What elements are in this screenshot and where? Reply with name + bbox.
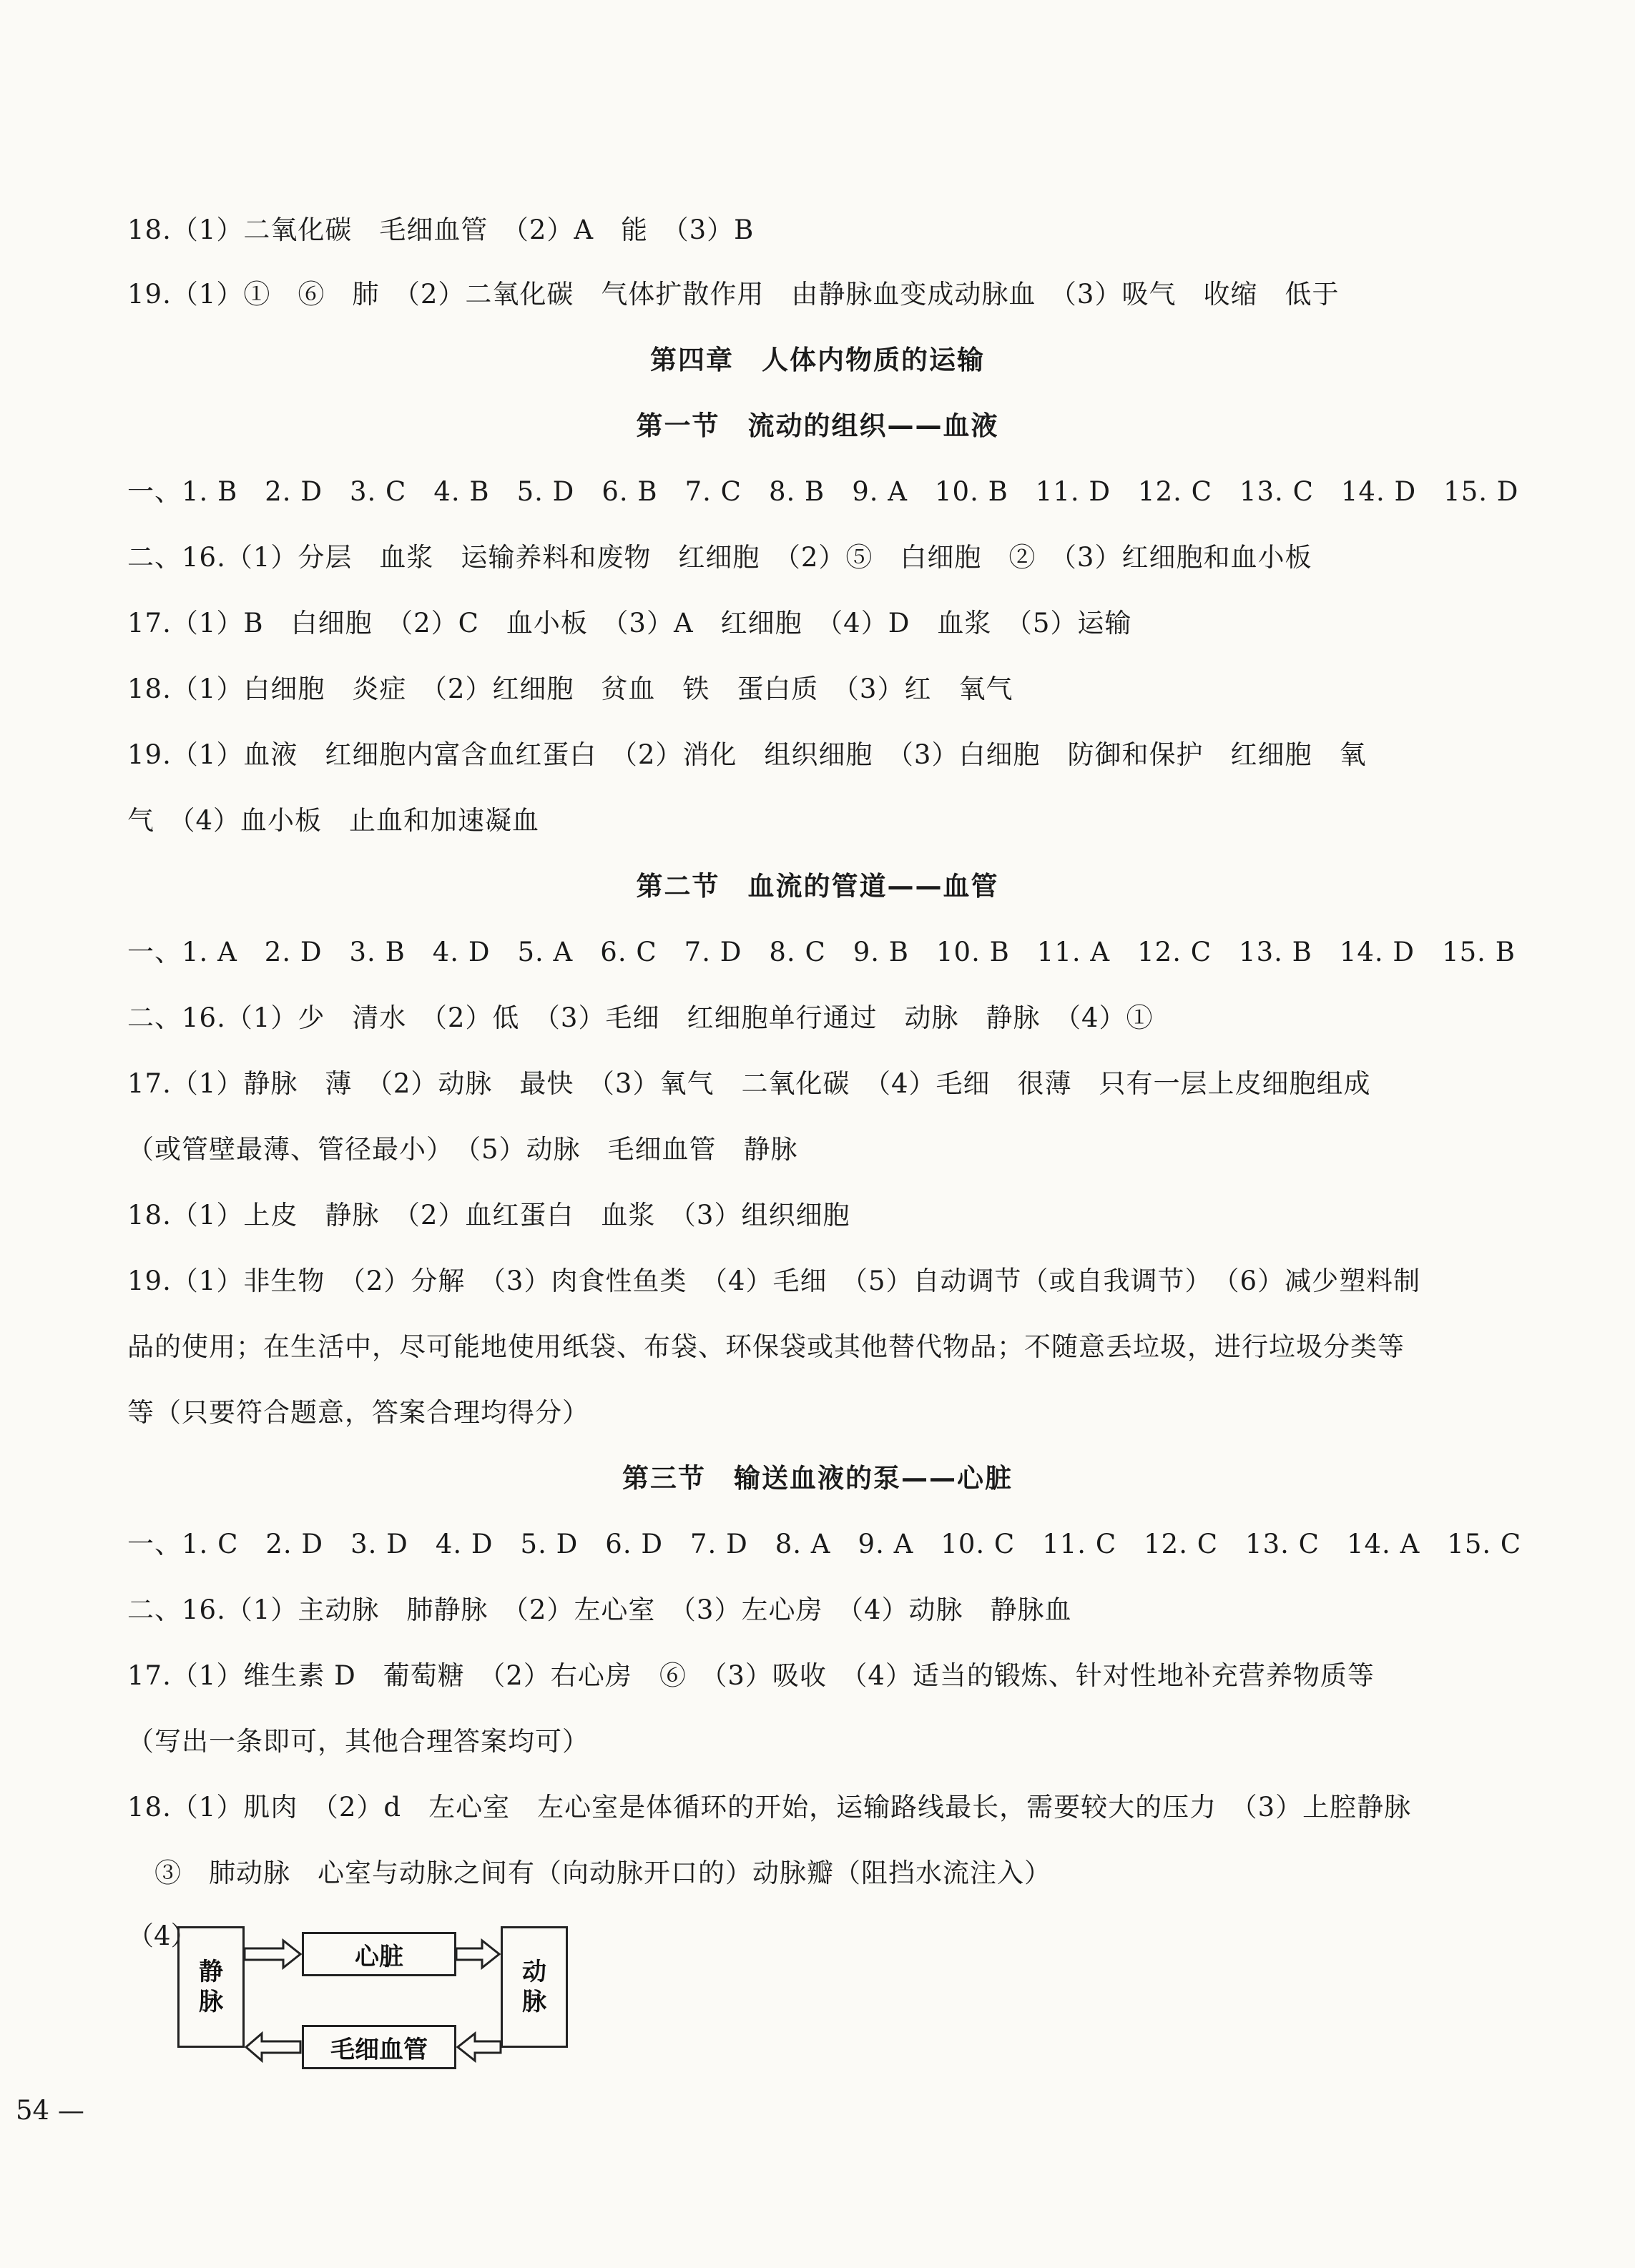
- section-heading: 第三节 输送血液的泵——心脏: [622, 1463, 1013, 1494]
- answer-line: 17.（1）维生素 D 葡萄糖 （2）右心房 ⑥ （3）吸收 （4）适当的锻炼、针对性地补充营养物质等: [127, 1660, 1375, 1691]
- answer-line: 19.（1）① ⑥ 肺 （2）二氧化碳 气体扩散作用 由静脉血变成动脉血 （3）吸气 收缩 低于: [127, 279, 1340, 310]
- capillary-box: 毛细血管: [302, 2025, 456, 2069]
- answer-line: 19.（1）血液 红细胞内富含血红蛋白 （2）消化 组织细胞 （3）白细胞 防御和保护 红细胞 氧: [127, 739, 1367, 770]
- answer-line: 17.（1）静脉 薄 （2）动脉 最快 （3）氧气 二氧化碳 （4）毛细 很薄 只有一层上皮细胞组成: [127, 1068, 1371, 1099]
- answer-line: 气 （4）血小板 止血和加速凝血: [127, 805, 540, 836]
- answer-line: 等（只要符合题意，答案合理均得分）: [127, 1397, 589, 1428]
- answer-line: 品的使用；在生活中，尽可能地使用纸袋、布袋、环保袋或其他替代物品；不随意丢垃圾，进行垃圾分类等: [127, 1331, 1405, 1362]
- answer-line: 18.（1）上皮 静脉 （2）血红蛋白 血浆 （3）组织细胞: [127, 1200, 850, 1231]
- section-heading: 第一节 流动的组织——血液: [636, 410, 999, 441]
- answer-line: 17.（1）B 白细胞 （2）C 血小板 （3）A 红细胞 （4）D 血浆 （5）运输: [127, 608, 1132, 639]
- vein-box-char-2: 脉: [199, 1988, 223, 2016]
- answer-line: 二、16.（1）分层 血浆 运输养料和废物 红细胞 （2）⑤ 白细胞 ② （3）红细胞和血小板: [127, 542, 1312, 573]
- artery-box-char-2: 脉: [522, 1988, 546, 2016]
- section-heading: 第四章 人体内物质的运输: [650, 345, 985, 375]
- page-number: 54 —: [16, 2095, 84, 2126]
- answer-line: 18.（1）二氧化碳 毛细血管 （2）A 能 （3）B: [127, 215, 755, 245]
- answer-line: （或管壁最薄、管径最小） （5）动脉 毛细血管 静脉: [127, 1134, 798, 1165]
- arrow-vein-to-heart: [245, 1941, 300, 1968]
- answer-line: 18.（1）白细胞 炎症 （2）红细胞 贫血 铁 蛋白质 （3）红 氧气: [127, 674, 1013, 704]
- answer-line: （写出一条即可，其他合理答案均可）: [127, 1726, 589, 1757]
- section-heading: 第二节 血流的管道——血管: [636, 871, 999, 902]
- answer-line: 一、1. C 2. D 3. D 4. D 5. D 6. D 7. D 8. A 9. A 10. C 11. C 12. C 13. C 14. A 15. C: [127, 1529, 1522, 1559]
- artery-box-char-1: 动: [522, 1958, 546, 1986]
- answer-line: ③ 肺动脉 心室与动脉之间有（向动脉开口的）动脉瓣（阻挡水流注入）: [127, 1858, 1051, 1888]
- heart-box: 心脏: [302, 1932, 456, 1976]
- arrow-capillary-to-vein: [246, 2033, 300, 2061]
- arrow-heart-to-artery: [456, 1941, 499, 1968]
- answer-line: 二、16.（1）主动脉 肺静脉 （2）左心室 （3）左心房 （4）动脉 静脉血: [127, 1594, 1072, 1625]
- answer-line: 19.（1）非生物 （2）分解 （3）肉食性鱼类 （4）毛细 （5）自动调节（或自我调节） （6）减少塑料制: [127, 1266, 1421, 1296]
- vein-box-char-1: 静: [199, 1958, 223, 1986]
- arrow-artery-to-capillary: [458, 2033, 501, 2061]
- diagram-label: （4）: [127, 1921, 197, 1951]
- answer-line: 二、16.（1）少 清水 （2）低 （3）毛细 红细胞单行通过 动脉 静脉 （4）①: [127, 1002, 1154, 1033]
- answer-line: 一、1. A 2. D 3. B 4. D 5. A 6. C 7. D 8. C 9. B 10. B 11. A 12. C 13. B 14. D 15. B: [127, 937, 1516, 967]
- answer-line: 18.（1）肌肉 （2）d 左心室 左心室是体循环的开始，运输路线最长，需要较大的压力 （3）上腔静脉: [127, 1792, 1412, 1823]
- answer-line: 一、1. B 2. D 3. C 4. B 5. D 6. B 7. C 8. B 9. A 10. B 11. D 12. C 13. C 14. D 15. D: [127, 476, 1519, 507]
